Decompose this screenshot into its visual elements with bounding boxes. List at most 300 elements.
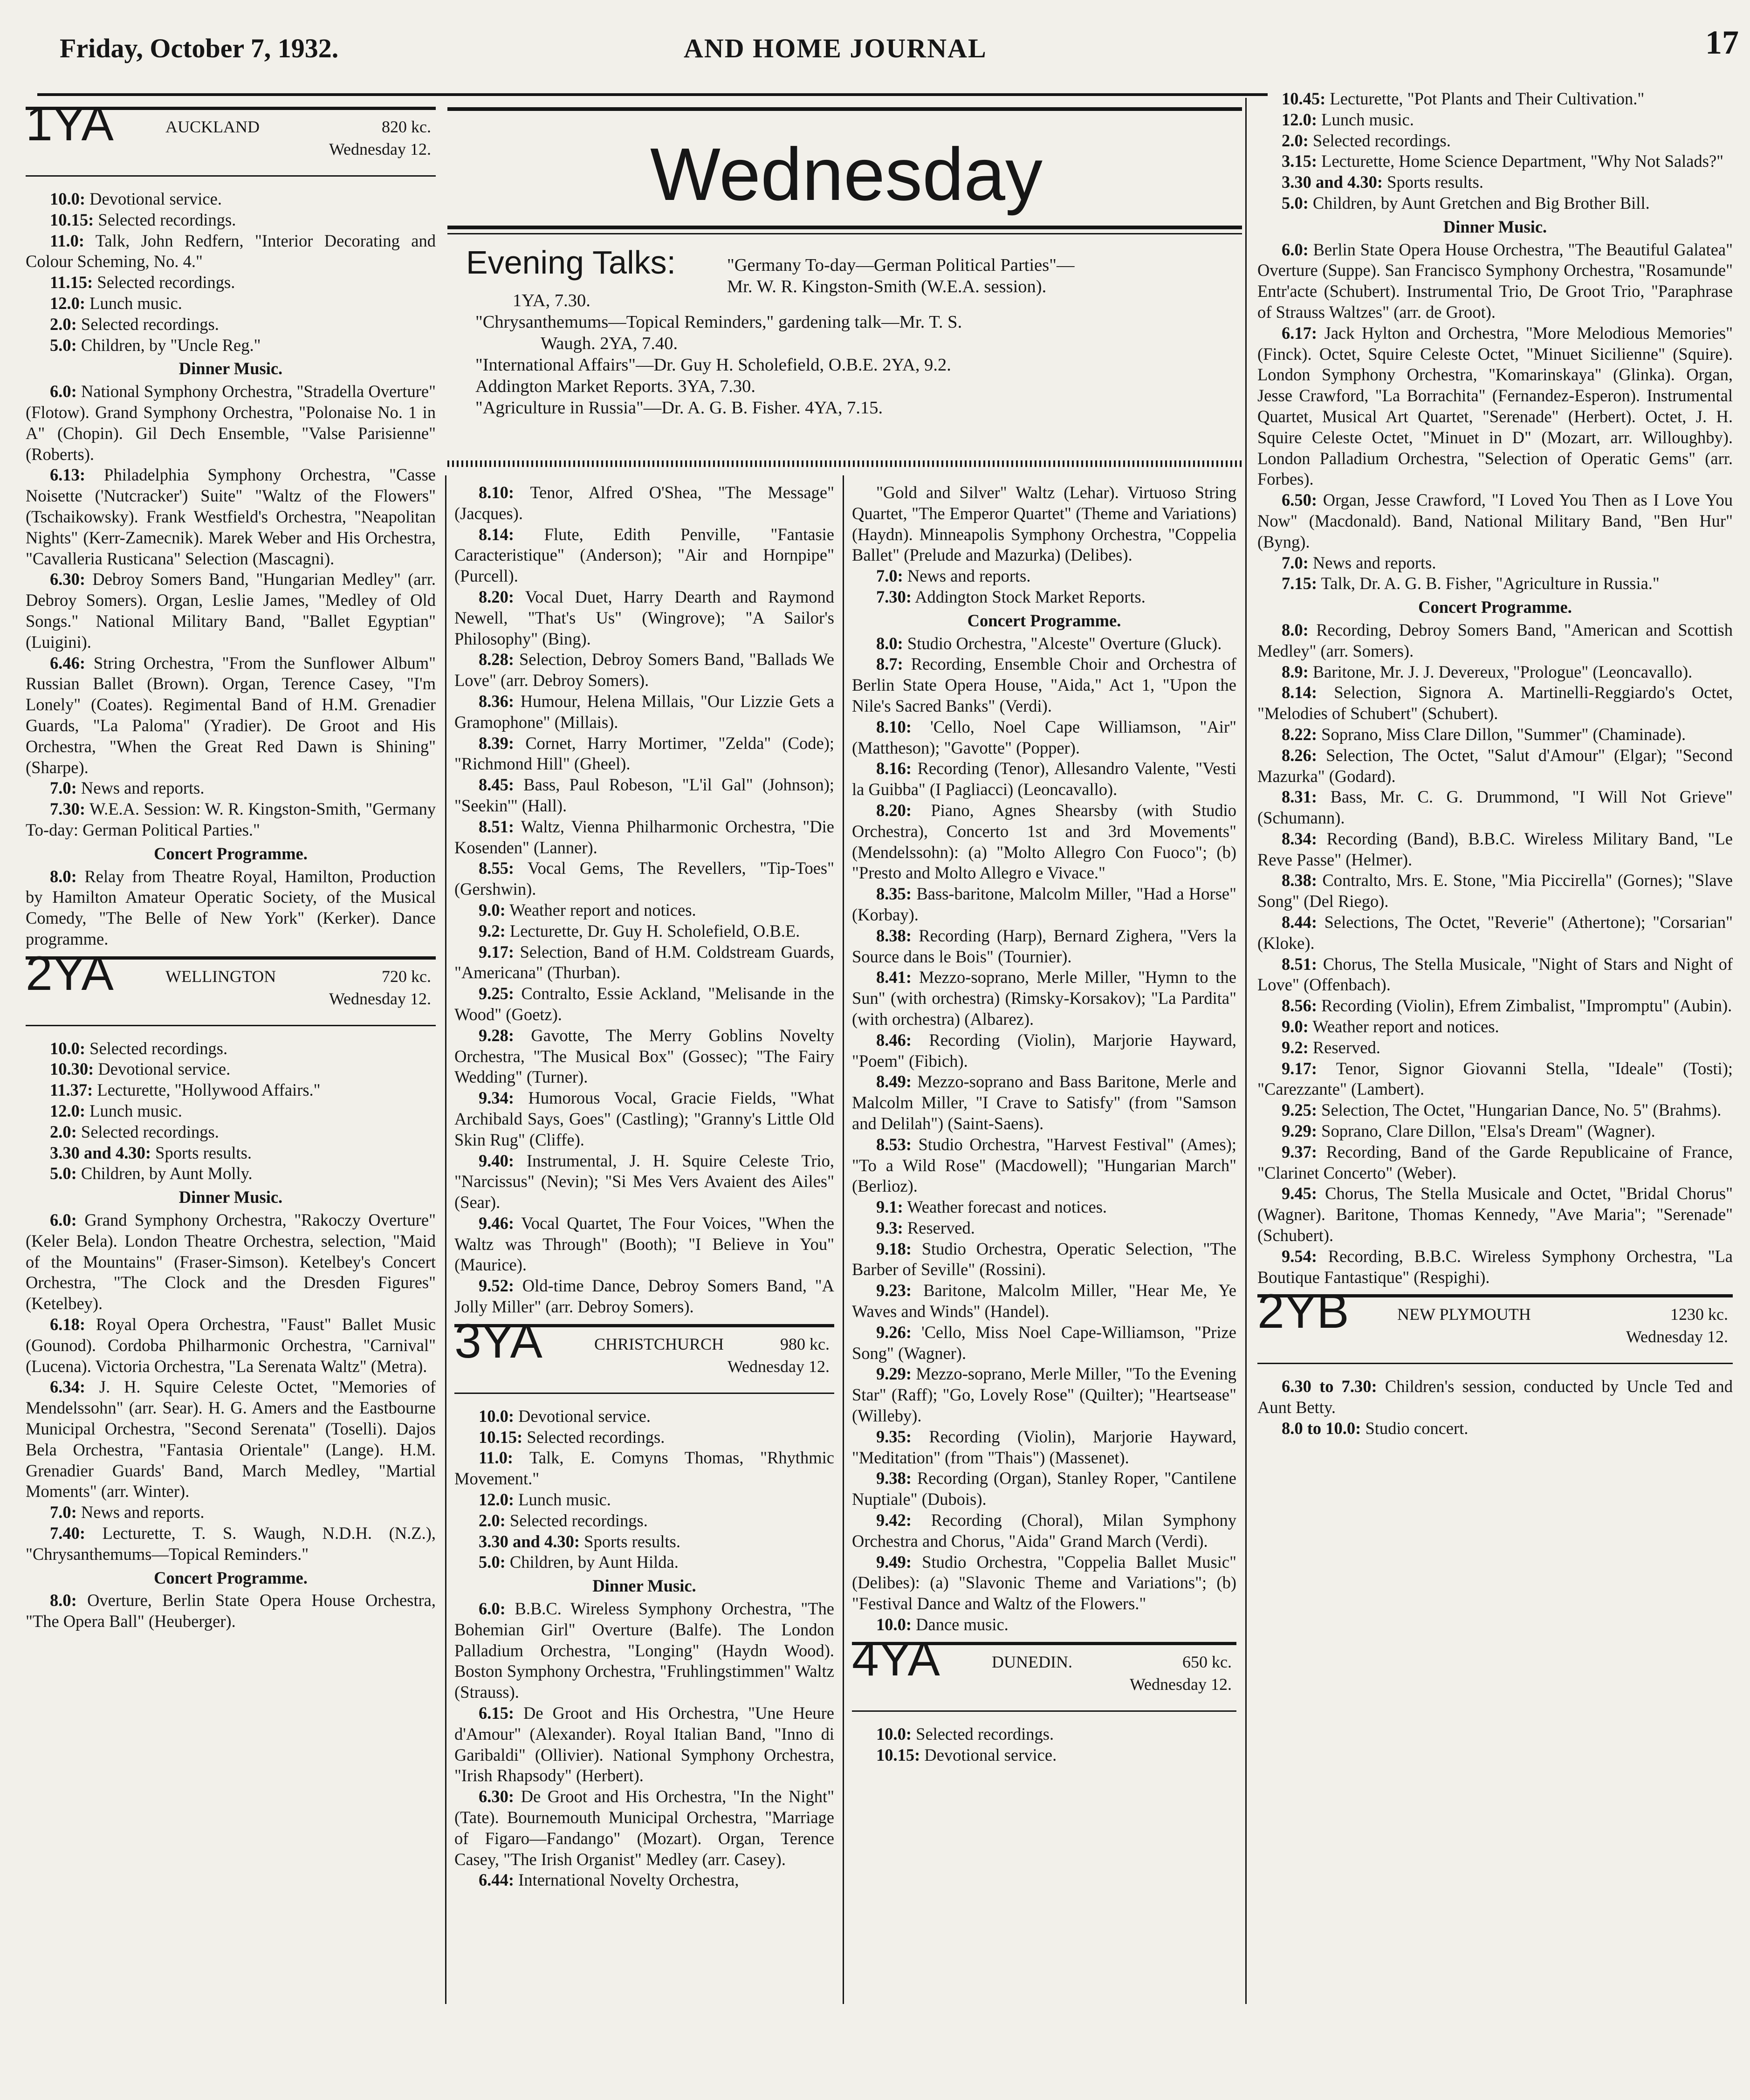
programme-time: 8.35: <box>876 884 912 904</box>
programme-text: Talk, Dr. A. G. B. Fisher, "Agriculture in Russia." <box>1321 574 1660 593</box>
programme-time: 8.51: <box>479 817 515 836</box>
programme-entry <box>454 733 834 775</box>
column-rule <box>843 475 844 2004</box>
programme-entry <box>1257 193 1733 214</box>
programme-text: Reserved. <box>1312 1037 1380 1057</box>
programme-entry <box>26 569 436 652</box>
programme-entry <box>454 817 834 858</box>
programme-text: Tenor, Signor Giovanni Stella, "Ideale" (Tosti); "Carezzante" (Lambert). <box>1257 1058 1733 1099</box>
programme-text: Selected recordings. <box>89 1038 228 1058</box>
programme-text: Devotional service. <box>98 1059 231 1079</box>
programme-text: Chorus, The Stella Musicale, "Night of Stars and Night of Love" (Offenbach). <box>1257 954 1733 995</box>
programme-entry <box>26 381 436 465</box>
programme-time: 9.25: <box>1282 1100 1318 1120</box>
column-4 <box>1257 89 1733 1439</box>
station-city: NEW PLYMOUTH <box>1397 1305 1531 1324</box>
programme-time: 6.0: <box>1282 240 1309 259</box>
programme-entry <box>1257 995 1733 1016</box>
programme-time: 3.30 and 4.30: <box>1282 172 1383 192</box>
station-frequency: 720 kc. <box>382 967 431 986</box>
programme-entry <box>1257 323 1733 490</box>
title-rule-bottom <box>447 226 1242 229</box>
programme-text: Cornet, Harry Mortimer, "Zelda" (Code); "Richmond Hill" (Gheel). <box>454 733 834 774</box>
programme-entry <box>1257 1016 1733 1037</box>
programme-time: 8.53: <box>876 1134 912 1154</box>
header-rule <box>37 93 1268 96</box>
programme-time: 6.13: <box>50 465 86 485</box>
station-city: AUCKLAND <box>165 117 260 136</box>
programme-time: 8.46: <box>876 1030 912 1050</box>
programme-time: 11.0: <box>50 231 85 250</box>
programme-entry <box>1257 682 1733 724</box>
programme-entry <box>454 921 834 942</box>
programme-text: Selected recordings. <box>1312 130 1451 150</box>
programme-entry <box>852 566 1236 587</box>
programme-entry <box>26 653 436 778</box>
programme-text: Recording (Choral), Milan Symphony Orchestra and Chorus, "Aida" Grand March (Verdi). <box>852 1510 1237 1551</box>
talk-line: "Germany To-day—German Political Parties"— <box>727 255 1075 275</box>
programme-text: Children, by Aunt Molly. <box>81 1164 253 1183</box>
programme-entry <box>454 1703 834 1786</box>
programme-list <box>26 1590 436 1632</box>
programme-time: 8.14: <box>1282 683 1318 702</box>
programme-time: 6.30: <box>50 570 86 589</box>
programme-entry <box>26 1314 436 1377</box>
programme-text: Piano, Agnes Shearsby (with Studio Orchestra), Concerto 1st and 3rd Movements" (Mendelssohn): (a) "Molto Allegro Con Fuoco"; (b) "Presto and Molto Allegro e Vivace." <box>852 800 1236 883</box>
programme-entry <box>1257 172 1733 193</box>
programme-entry <box>26 1590 436 1632</box>
programme-text: National Symphony Orchestra, "Stradella Overture" (Flotow). Grand Symphony Orchestra, "Polonaise No. 1 in A" (Chopin). Gil Dech Ensemble, "Valse Parisienne" (Roberts). <box>26 382 436 464</box>
programme-entry <box>26 231 436 273</box>
programme-text: Soprano, Miss Clare Dillon, "Summer" (Chaminade). <box>1321 724 1686 744</box>
programme-time: 12.0: <box>479 1490 515 1510</box>
column-2 <box>454 482 834 1891</box>
programme-text: Devotional service. <box>89 189 222 208</box>
talk-line: Addington Market Reports. 3YA, 7.30. <box>475 377 755 396</box>
programme-text: Tenor, Alfred O'Shea, "The Message" (Jacques). <box>454 483 834 523</box>
programme-entry <box>454 691 834 733</box>
programme-entry <box>26 1059 436 1080</box>
section-heading: Concert Programme. <box>967 611 1121 630</box>
programme-text: Waltz, Vienna Philharmonic Orchestra, "Die Kosenden" (Lanner). <box>454 817 834 857</box>
station-frequency: 980 kc. <box>780 1334 830 1353</box>
programme-entry <box>454 900 834 921</box>
programme-entry <box>1257 110 1733 130</box>
programme-time: 2.0: <box>50 314 77 334</box>
programme-list <box>1257 620 1733 1288</box>
programme-time: 6.0: <box>479 1599 506 1619</box>
programme-time: 9.25: <box>479 984 515 1003</box>
programme-list <box>1257 89 1733 214</box>
programme-time: 9.2: <box>479 921 506 940</box>
programme-text: Selected recordings. <box>81 314 219 334</box>
station-day: Wednesday 12. <box>1626 1327 1728 1346</box>
programme-entry <box>26 189 436 210</box>
programme-text: Talk, John Redfern, "Interior Decorating and Colour Scheming, No. 4." <box>26 231 436 271</box>
programme-text: News and reports. <box>81 778 205 798</box>
programme-text: Baritone, Malcolm Miller, "Hear Me, Ye Waves and Winds" (Handel). <box>852 1281 1236 1321</box>
programme-entry <box>454 587 834 649</box>
station-day: Wednesday 12. <box>329 989 431 1008</box>
station-frequency: 820 kc. <box>382 117 431 136</box>
programme-text: Recording (Organ), Stanley Roper, "Cantilene Nuptiale" (Dubois). <box>852 1469 1236 1509</box>
programme-entry <box>454 1599 834 1703</box>
programme-text: Mezzo-soprano, Merle Miller, "To the Evening Star" (Raff); "Go, Lovely Rose" (Quilter); "Heartsease" (Willeby). <box>852 1364 1236 1426</box>
programme-time: 6.15: <box>479 1703 515 1723</box>
programme-text: Children, by "Uncle Reg." <box>81 335 261 355</box>
programme-text: Reserved. <box>907 1218 975 1237</box>
programme-time: 8.26: <box>1282 745 1318 765</box>
programme-entry <box>1257 954 1733 996</box>
programme-text: Recording (Band), B.B.C. Wireless Military Band, "Le Reve Passe" (Helmer). <box>1257 829 1733 869</box>
programme-time: 10.15: <box>876 1745 920 1764</box>
programme-entry <box>1257 130 1733 151</box>
programme-time: 11.15: <box>50 273 93 292</box>
programme-time: 6.34: <box>50 1377 86 1397</box>
programme-entry <box>454 1448 834 1489</box>
programme-text: Vocal Gems, The Revellers, "Tip-Toes" (Gershwin). <box>454 858 834 899</box>
programme-time: 9.34: <box>479 1088 515 1108</box>
programme-entry <box>1257 829 1733 871</box>
programme-entry <box>852 1510 1236 1552</box>
programme-entry <box>26 465 436 569</box>
programme-text: News and reports. <box>1312 553 1436 572</box>
programme-time: 9.40: <box>479 1151 515 1170</box>
programme-text: Bass-baritone, Malcolm Miller, "Had a Horse" (Korbay). <box>852 884 1236 924</box>
programme-text: International Novelty Orchestra, <box>518 1870 739 1890</box>
programme-text: Selections, The Octet, "Reverie" (Athertone); "Corsarian" (Kloke). <box>1257 913 1733 953</box>
programme-text: Selected recordings. <box>509 1510 648 1530</box>
programme-entry <box>26 335 436 356</box>
programme-entry <box>852 1552 1236 1614</box>
programme-text: Sports results. <box>584 1531 680 1551</box>
programme-entry <box>1257 745 1733 787</box>
programme-time: 9.0: <box>479 900 506 920</box>
programme-text: Relay from Theatre Royal, Hamilton, Production by Hamilton Amateur Operatic Society, of the Musical Comedy, "The Belle of New York" (Kerker). Dance programme. <box>26 866 436 948</box>
programme-text: 'Cello, Miss Noel Cape-Williamson, "Prize Song" (Wagner). <box>852 1322 1236 1363</box>
programme-time: 11.37: <box>50 1080 93 1100</box>
programme-text: Sports results. <box>1387 172 1483 192</box>
page-number: 17 <box>1705 24 1739 61</box>
programme-list <box>454 1599 834 1891</box>
programme-time: 8.0 to 10.0: <box>1282 1419 1361 1438</box>
programme-time: 9.42: <box>876 1510 912 1530</box>
programme-entry <box>1257 89 1733 110</box>
programme-entry <box>852 1239 1236 1281</box>
programme-time: 9.38: <box>876 1469 912 1488</box>
programme-entry <box>26 210 436 231</box>
programme-entry <box>1257 1121 1733 1142</box>
station-4ya <box>852 1632 1236 1712</box>
programme-entry <box>1257 1418 1733 1439</box>
programme-time: 9.1: <box>876 1197 903 1217</box>
programme-time: 6.30 to 7.30: <box>1282 1377 1377 1396</box>
programme-entry <box>454 1088 834 1150</box>
programme-text: Vocal Quartet, The Four Voices, "When the Waltz was Through" (Booth); "I Believe in You" (Maurice). <box>454 1213 834 1275</box>
programme-text: Weather report and notices. <box>509 900 696 920</box>
programme-time: 9.49: <box>876 1552 912 1572</box>
programme-text: News and reports. <box>81 1503 205 1522</box>
programme-entry <box>26 1143 436 1164</box>
programme-time: 7.30: <box>876 587 912 606</box>
programme-entry <box>454 1552 834 1573</box>
programme-time: 7.40: <box>50 1524 86 1543</box>
station-code: 2YA <box>26 946 114 1001</box>
programme-entry <box>852 926 1236 968</box>
programme-time: 10.0: <box>479 1406 515 1426</box>
programme-time: 5.0: <box>479 1552 506 1572</box>
programme-list <box>26 189 436 356</box>
programme-text: Bass, Mr. C. G. Drummond, "I Will Not Grieve" (Schumann). <box>1257 787 1733 828</box>
programme-entry <box>1257 1376 1733 1418</box>
programme-time: 8.31: <box>1282 787 1318 807</box>
programme-entry <box>26 866 436 950</box>
column-1 <box>26 97 436 1632</box>
programme-entry <box>852 1071 1236 1134</box>
programme-time: 7.0: <box>876 566 903 586</box>
programme-text: Soprano, Clare Dillon, "Elsa's Dream" (Wagner). <box>1321 1121 1655 1141</box>
programme-time: 8.7: <box>876 654 903 674</box>
programme-time: 8.39: <box>479 733 515 753</box>
station-code: 3YA <box>454 1314 542 1368</box>
programme-text: Sports results. <box>155 1143 252 1162</box>
programme-time: 7.15: <box>1282 574 1318 593</box>
evening-talks-label: Evening Talks: <box>466 244 676 281</box>
programme-time: 9.17: <box>1282 1058 1318 1078</box>
programme-time: 8.38: <box>1282 871 1318 890</box>
programme-list <box>852 482 1236 608</box>
programme-entry <box>454 1427 834 1448</box>
programme-time: 6.44: <box>479 1870 515 1890</box>
programme-entry <box>1257 1246 1733 1288</box>
programme-time: 11.0: <box>479 1448 514 1468</box>
programme-time: 8.0: <box>50 1591 77 1610</box>
station-code: 1YA <box>26 97 114 151</box>
programme-time: 8.22: <box>1282 724 1318 744</box>
programme-text: W.E.A. Session: W. R. Kingston-Smith, "Germany To-day: German Political Parties." <box>26 799 436 839</box>
station-day: Wednesday 12. <box>727 1357 830 1376</box>
programme-entry <box>852 1134 1236 1197</box>
programme-time: 8.10: <box>479 483 515 502</box>
station-day: Wednesday 12. <box>329 140 431 158</box>
programme-time: 10.15: <box>479 1427 523 1447</box>
programme-text: Recording (Violin), Marjorie Hayward, "Poem" (Fibich). <box>852 1030 1236 1071</box>
programme-time: 8.56: <box>1282 996 1318 1016</box>
section-heading: Concert Programme. <box>154 844 308 863</box>
programme-time: 9.3: <box>876 1218 903 1237</box>
page-title: Wednesday <box>650 132 1043 216</box>
programme-text: Lecturette, Home Science Department, "Why Not Salads?" <box>1321 151 1724 171</box>
programme-text: Royal Opera Orchestra, "Faust" Ballet Music (Gounod). Cordoba Philharmonic Orchestra, "Carnival" (Lucena). Victoria Orchestra, "La Serenata Waltz" (Metra). <box>26 1315 436 1376</box>
programme-entry <box>1257 490 1733 552</box>
programme-text: Children's session, conducted by Uncle Ted and Aunt Betty. <box>1257 1377 1733 1417</box>
programme-time: 2.0: <box>50 1122 77 1141</box>
programme-time: 3.30 and 4.30: <box>479 1531 580 1551</box>
programme-text: Selected recordings. <box>81 1122 219 1141</box>
programme-time: 6.18: <box>50 1315 86 1334</box>
programme-text: Selection, Signora A. Martinelli-Reggiardo's Octet, "Melodies of Schubert" (Schubert). <box>1257 683 1733 723</box>
talk-line: 1YA, 7.30. <box>513 291 590 310</box>
programme-text: Selected recordings. <box>97 273 235 292</box>
programme-time: 8.14: <box>479 524 515 544</box>
programme-text: Vocal Duet, Harry Dearth and Raymond Newell, "That's Us" (Wingrove); "A Sailor's Philosophy" (Bing). <box>454 587 834 648</box>
programme-entry <box>1257 553 1733 574</box>
programme-time: 8.55: <box>479 858 515 878</box>
programme-time: 9.46: <box>479 1213 515 1233</box>
programme-time: 12.0: <box>50 293 86 313</box>
station-1ya <box>26 97 436 177</box>
programme-entry <box>1257 912 1733 954</box>
programme-text: "Gold and Silver" Waltz (Lehar). Virtuoso String Quartet, "The Emperor Quartet" (Theme and Variations) (Haydn). Minneapolis Symphony Orchestra, "Coppelia Ballet" (Prelude and Mazurka) (Delibes). <box>852 483 1236 565</box>
programme-entry <box>852 1427 1236 1469</box>
programme-time: 10.45: <box>1282 89 1326 108</box>
programme-time: 9.35: <box>876 1427 912 1446</box>
programme-text: Bass, Paul Robeson, "L'il Gal" (Johnson); "Seekin'" (Hall). <box>454 775 835 815</box>
programme-entry <box>852 1745 1236 1766</box>
programme-time: 9.54: <box>1282 1246 1318 1266</box>
programme-text: Studio Orchestra, "Harvest Festival" (Ames); "To a Wild Rose" (Macdowell); "Hungarian March" (Berlioz). <box>852 1134 1236 1196</box>
programme-entry <box>852 800 1236 884</box>
programme-entry <box>454 1276 834 1318</box>
programme-text: 'Cello, Noel Cape Williamson, "Air" (Mattheson); "Gavotte" (Popper). <box>852 717 1236 757</box>
programme-entry <box>852 1364 1236 1426</box>
programme-text: Selection, Debroy Somers Band, "Ballads We Love" (arr. Debroy Somers). <box>454 650 834 690</box>
programme-text: Recording, Debroy Somers Band, "American and Scottish Medley" (arr. Somers). <box>1257 620 1733 660</box>
programme-entry <box>852 1030 1236 1072</box>
station-frequency: 1230 kc. <box>1670 1305 1728 1324</box>
programme-text: News and reports. <box>907 566 1031 586</box>
programme-entry <box>26 1163 436 1184</box>
evening-talks <box>466 244 1235 419</box>
programme-time: 3.30 and 4.30: <box>50 1143 151 1162</box>
section-heading: Concert Programme. <box>154 1568 308 1587</box>
station-city: DUNEDIN. <box>992 1652 1072 1671</box>
programme-text: Addington Stock Market Reports. <box>915 587 1146 606</box>
programme-list <box>26 866 436 950</box>
programme-time: 8.10: <box>876 717 912 736</box>
programme-time: 9.52: <box>479 1276 515 1296</box>
column-rule <box>445 475 446 2004</box>
programme-entry <box>26 272 436 293</box>
programme-list <box>852 633 1236 1635</box>
programme-entry <box>1257 573 1733 594</box>
programme-text: Recording (Harp), Bernard Zighera, "Vers la Source dans le Bois" (Tournier). <box>852 926 1236 966</box>
programme-list <box>454 1406 834 1573</box>
programme-time: 2.0: <box>1282 130 1309 150</box>
programme-text: Humour, Helena Millais, "Our Lizzie Gets a Gramophone" (Millais). <box>454 691 834 732</box>
programme-time: 9.45: <box>1282 1184 1318 1203</box>
programme-time: 10.15: <box>50 210 94 229</box>
programme-list <box>1257 1376 1733 1439</box>
programme-entry <box>454 524 834 587</box>
programme-text: Recording (Violin), Marjorie Hayward, "Meditation" (from "Thais") (Massenet). <box>852 1427 1236 1467</box>
programme-text: Weather forecast and notices. <box>907 1197 1107 1217</box>
programme-text: Recording, Band of the Garde Republicaine of France, "Clarinet Concerto" (Weber). <box>1257 1142 1733 1182</box>
programme-text: Overture, Berlin State Opera House Orchestra, "The Opera Ball" (Heuberger). <box>26 1591 436 1631</box>
programme-entry <box>454 1213 834 1276</box>
programme-time: 5.0: <box>50 335 77 355</box>
programme-entry <box>852 654 1236 716</box>
programme-text: De Groot and His Orchestra, "In the Night" (Tate). Bournemouth Municipal Orchestra, "Marriage of Figaro—Fandango" (Mozart). Organ, Terence Casey, "The Irish Organist" Medley (arr. Casey). <box>454 1787 835 1869</box>
programme-entry <box>454 775 834 817</box>
programme-time: 3.15: <box>1282 151 1318 171</box>
programme-time: 8.0: <box>1282 620 1309 639</box>
programme-entry <box>852 1197 1236 1218</box>
programme-entry <box>1257 1037 1733 1058</box>
programme-time: 8.9: <box>1282 662 1309 681</box>
programme-entry <box>454 942 834 984</box>
talk-line: "International Affairs"—Dr. Guy H. Scholefield, O.B.E. 2YA, 9.2. <box>475 355 951 375</box>
programme-text: Recording (Tenor), Allesandro Valente, "Vesti la Guibba" (I Pagliacci) (Leoncavallo). <box>852 759 1237 799</box>
programme-entry <box>454 1531 834 1552</box>
programme-text: Weather report and notices. <box>1312 1017 1499 1036</box>
programme-entry <box>26 1523 436 1565</box>
programme-entry <box>1257 1058 1733 1100</box>
programme-entry <box>454 858 834 900</box>
programme-time: 8.34: <box>1282 829 1318 848</box>
programme-text: Selection, The Octet, "Hungarian Dance, No. 5" (Brahms). <box>1321 1100 1722 1120</box>
programme-text: Debroy Somers Band, "Hungarian Medley" (arr. Debroy Somers). Organ, Leslie James, "Medley of Old Songs." National Military Band, "Ballet Egyptian" (Luigini). <box>26 570 436 652</box>
section-heading: Concert Programme. <box>1418 597 1572 617</box>
programme-entry <box>26 1122 436 1143</box>
programme-time: 9.37: <box>1282 1142 1318 1161</box>
talk-line: Mr. W. R. Kingston-Smith (W.E.A. session). <box>727 277 1047 296</box>
column-3 <box>852 482 1236 1765</box>
programme-list <box>852 1724 1236 1766</box>
programme-entry <box>26 1101 436 1122</box>
issue-date: Friday, October 7, 1932. <box>60 33 339 63</box>
section-heading: Dinner Music. <box>592 1576 696 1596</box>
programme-entry <box>1257 1142 1733 1184</box>
programme-time: 12.0: <box>50 1101 86 1121</box>
programme-time: 10.0: <box>50 1038 86 1058</box>
programme-text: Lecturette, Dr. Guy H. Scholefield, O.B.E. <box>509 921 800 940</box>
programme-entry <box>1257 1183 1733 1246</box>
programme-time: 10.0: <box>876 1724 912 1743</box>
programme-text: Lecturette, "Pot Plants and Their Cultivation." <box>1330 89 1645 108</box>
journal-name: AND HOME JOURNAL <box>684 33 987 63</box>
programme-time: 8.44: <box>1282 913 1318 932</box>
programme-time: 7.0: <box>50 1503 77 1522</box>
programme-time: 8.16: <box>876 759 912 778</box>
programme-time: 10.0: <box>50 189 86 208</box>
programme-text: String Orchestra, "From the Sunflower Album" Russian Ballet (Brown). Organ, Terence Casey, "I'm Lonely" (Coates). Regimental Band of H.M. Grenadier Guards, "La Paloma" (Yradier). De Groot and His Orchestra, "When the Great Red Dawn is Shining" (Sharpe). <box>26 653 436 777</box>
programme-time: 9.29: <box>876 1364 912 1384</box>
programme-list <box>454 482 834 1318</box>
programme-entry <box>26 1210 436 1314</box>
station-city: CHRISTCHURCH <box>594 1334 724 1353</box>
station-code: 4YA <box>852 1632 940 1686</box>
programme-time: 10.30: <box>50 1059 94 1079</box>
programme-text: Baritone, Mr. J. J. Devereux, "Prologue" (Leoncavallo). <box>1312 662 1693 681</box>
programme-text: Recording (Violin), Efrem Zimbalist, "Impromptu" (Aubin). <box>1321 996 1732 1016</box>
programme-text: Selected recordings. <box>527 1427 665 1447</box>
programme-entry <box>26 1038 436 1059</box>
programme-time: 6.17: <box>1282 323 1318 343</box>
programme-time: 7.0: <box>1282 553 1309 572</box>
programme-time: 8.20: <box>479 587 515 606</box>
programme-entry <box>26 314 436 335</box>
programme-text: Instrumental, J. H. Squire Celeste Trio, "Narcissus" (Nevin); "Si Mes Vers Avaient des Ailes" (Sear). <box>454 1151 834 1212</box>
programme-time: 9.28: <box>479 1025 515 1045</box>
programme-text: Lunch music. <box>89 1101 182 1121</box>
station-2yb <box>1257 1284 1733 1364</box>
programme-time: 9.17: <box>479 942 515 961</box>
programme-text: De Groot and His Orchestra, "Une Heure d'Amour" (Alexander). Royal Italian Band, "Inno di Garibaldi" (Ollivier). National Symphony Orchestra, "Irish Rhapsody" (Herbert). <box>454 1703 835 1785</box>
programme-entry <box>852 1218 1236 1239</box>
programme-text: Studio Orchestra, "Alceste" Overture (Gluck). <box>907 633 1222 653</box>
programme-entry <box>454 983 834 1025</box>
